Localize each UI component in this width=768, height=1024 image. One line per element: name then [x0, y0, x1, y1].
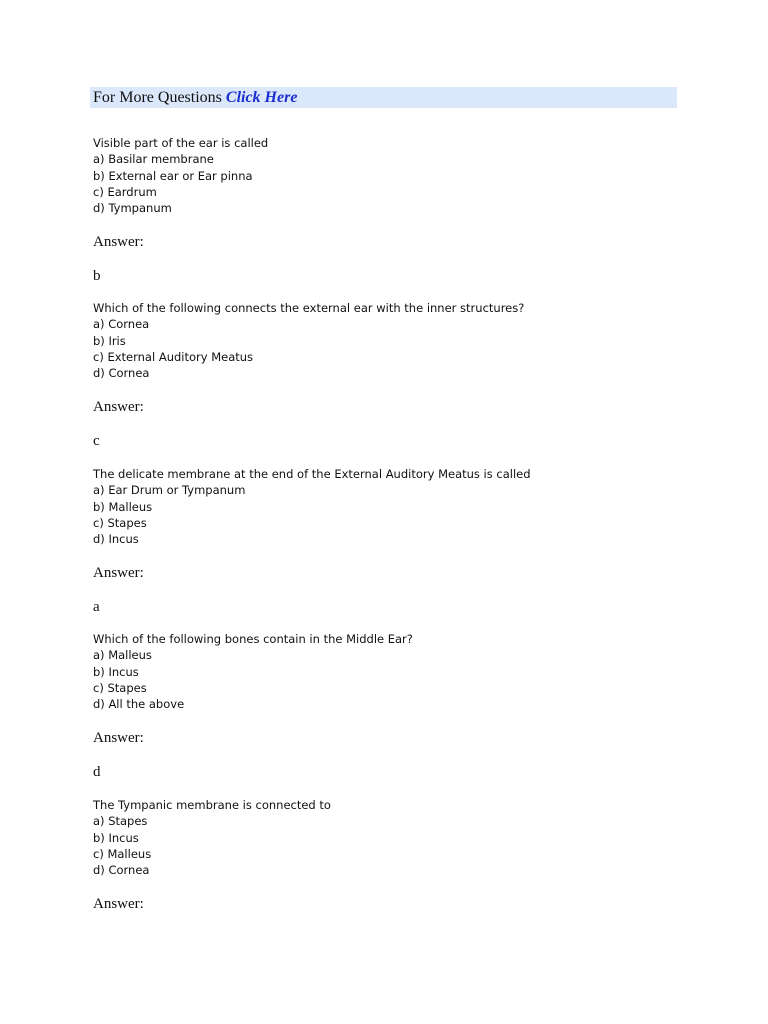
question-text: Which of the following bones contain in the Middle Ear? — [93, 632, 413, 646]
answer-option: d) Cornea — [93, 863, 150, 878]
more-questions-banner — [90, 87, 677, 108]
answer-option: d) Cornea — [93, 366, 150, 381]
question-block — [93, 466, 713, 616]
answer-label: Answer: — [93, 234, 144, 251]
question-block — [93, 300, 713, 450]
answer-value: a — [93, 599, 100, 616]
answer-option: c) Malleus — [93, 846, 152, 861]
answer-option: d) Tympanum — [93, 201, 172, 216]
answer-option: b) Incus — [93, 830, 139, 845]
answer-option: c) Stapes — [93, 680, 147, 695]
question-text: Visible part of the ear is called — [93, 136, 269, 150]
click-here-link[interactable]: Click Here — [225, 89, 298, 106]
answer-value: b — [93, 268, 101, 285]
answer-option: d) All the above — [93, 697, 185, 712]
question-text: The delicate membrane at the end of the External Auditory Meatus is called — [93, 467, 531, 481]
answer-option: b) Malleus — [93, 499, 153, 514]
answer-value: c — [93, 433, 100, 450]
answer-label: Answer: — [93, 896, 144, 913]
question-block — [93, 135, 713, 285]
answer-option: a) Malleus — [93, 648, 152, 663]
answer-option: c) Eardrum — [93, 184, 157, 199]
answer-value: d — [93, 764, 101, 781]
answer-option: b) Iris — [93, 333, 126, 348]
answer-option: a) Basilar membrane — [93, 152, 214, 167]
answer-option: a) Cornea — [93, 317, 150, 332]
answer-option: b) Incus — [93, 664, 139, 679]
answer-label: Answer: — [93, 399, 144, 416]
answer-option: d) Incus — [93, 532, 139, 547]
banner-prefix: For More Questions — [93, 89, 226, 106]
answer-option: c) Stapes — [93, 515, 147, 530]
answer-option: b) External ear or Ear pinna — [93, 168, 253, 183]
question-text: The Tympanic membrane is connected to — [93, 798, 331, 812]
answer-option: a) Ear Drum or Tympanum — [93, 483, 246, 498]
question-text: Which of the following connects the external ear with the inner structures? — [93, 301, 525, 315]
answer-option: c) External Auditory Meatus — [93, 349, 254, 364]
answer-label: Answer: — [93, 565, 144, 582]
question-block — [93, 797, 713, 913]
answer-option: a) Stapes — [93, 814, 148, 829]
answer-label: Answer: — [93, 730, 144, 747]
question-block — [93, 631, 713, 781]
